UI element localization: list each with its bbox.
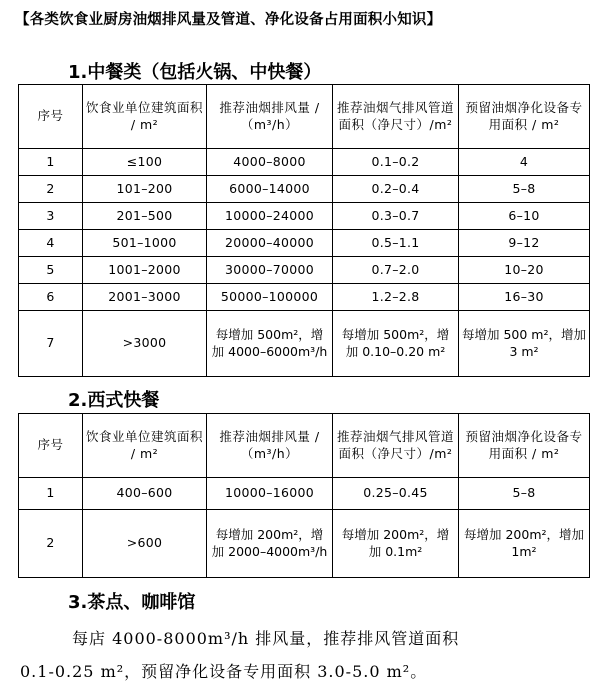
- table-row: [19, 176, 590, 203]
- table-cell: 2001–3000: [83, 284, 207, 311]
- table-row: [19, 311, 590, 377]
- table-row: [19, 257, 590, 284]
- table-cell: 4: [19, 230, 83, 257]
- table-cell: 400–600: [83, 478, 207, 510]
- table-cell: 0.2–0.4: [333, 176, 459, 203]
- table-cell: 6: [19, 284, 83, 311]
- table-cell: 6–10: [459, 203, 590, 230]
- header-cell: 推荐油烟排风量 /（m³/h）: [207, 414, 333, 478]
- table-cell: 0.25–0.45: [333, 478, 459, 510]
- table-cell: 每增加 200m²，增加 0.1m²: [333, 510, 459, 578]
- table-cell: 10–20: [459, 257, 590, 284]
- table-cell: 1: [19, 478, 83, 510]
- table-cell: 2: [19, 176, 83, 203]
- table-cell: ≤100: [83, 149, 207, 176]
- table-cell: 0.5–1.1: [333, 230, 459, 257]
- header-cell: 序号: [19, 414, 83, 478]
- table-cell: 30000–70000: [207, 257, 333, 284]
- table-cell: 每增加 500 m²，增加 3 m²: [459, 311, 590, 377]
- table-cell: 1: [19, 149, 83, 176]
- table-cell: 6000–14000: [207, 176, 333, 203]
- table-row: [19, 203, 590, 230]
- chinese-food-table: [18, 84, 590, 377]
- table-cell: 10000–16000: [207, 478, 333, 510]
- header-cell: 推荐油烟气排风管道面积（净尺寸）/m²: [333, 414, 459, 478]
- document-title: 【各类饮食业厨房油烟排风量及管道、净化设备占用面积小知识】: [15, 12, 442, 28]
- header-cell: 预留油烟净化设备专用面积 / m²: [459, 414, 590, 478]
- table-cell: 201–500: [83, 203, 207, 230]
- table-row: [19, 284, 590, 311]
- table-cell: 3: [19, 203, 83, 230]
- table-cell: 0.7–2.0: [333, 257, 459, 284]
- table-row: [19, 230, 590, 257]
- table-cell: 4: [459, 149, 590, 176]
- header-cell: 饮食业单位建筑面积 / m²: [83, 85, 207, 149]
- table-cell: 10000–24000: [207, 203, 333, 230]
- tea-coffee-note-line-1: 每店 4000-8000m³/h 排风量，推荐排风管道面积: [72, 629, 460, 648]
- table-cell: 2: [19, 510, 83, 578]
- table-cell: 4000–8000: [207, 149, 333, 176]
- section-heading-chinese-food: 1.中餐类（包括火锅、中快餐）: [68, 62, 322, 83]
- table-cell: 0.1–0.2: [333, 149, 459, 176]
- table-cell: 101–200: [83, 176, 207, 203]
- table-cell: 1.2–2.8: [333, 284, 459, 311]
- table-cell: 每增加 500m²，增加 0.10–0.20 m²: [333, 311, 459, 377]
- section-heading-tea-coffee: 3.茶点、咖啡馆: [68, 592, 196, 613]
- header-cell: 序号: [19, 85, 83, 149]
- table-row: [19, 478, 590, 510]
- table-row: [19, 510, 590, 578]
- table-cell: 50000–100000: [207, 284, 333, 311]
- table-cell: >600: [83, 510, 207, 578]
- table-cell: 5–8: [459, 176, 590, 203]
- header-cell: 推荐油烟气排风管道面积（净尺寸）/m²: [333, 85, 459, 149]
- header-cell: 推荐油烟排风量 /（m³/h）: [207, 85, 333, 149]
- table-header-row: [19, 85, 590, 149]
- table-cell: 1001–2000: [83, 257, 207, 284]
- table-cell: 每增加 200m²，增加 1m²: [459, 510, 590, 578]
- table-cell: 每增加 500m²，增加 4000–6000m³/h: [207, 311, 333, 377]
- western-fast-food-table: [18, 413, 590, 578]
- table-cell: 501–1000: [83, 230, 207, 257]
- section-heading-western-fast-food: 2.西式快餐: [68, 390, 160, 411]
- header-cell: 预留油烟净化设备专用面积 / m²: [459, 85, 590, 149]
- table-cell: 每增加 200m²，增加 2000–4000m³/h: [207, 510, 333, 578]
- table-cell: 5–8: [459, 478, 590, 510]
- table-row: [19, 149, 590, 176]
- header-cell: 饮食业单位建筑面积 / m²: [83, 414, 207, 478]
- table-cell: 7: [19, 311, 83, 377]
- table-cell: 0.3–0.7: [333, 203, 459, 230]
- table-cell: 20000–40000: [207, 230, 333, 257]
- table-cell: 9–12: [459, 230, 590, 257]
- table-header-row: [19, 414, 590, 478]
- table-cell: 5: [19, 257, 83, 284]
- table-cell: 16–30: [459, 284, 590, 311]
- table-cell: >3000: [83, 311, 207, 377]
- tea-coffee-note-line-2: 0.1-0.25 m²，预留净化设备专用面积 3.0-5.0 m²。: [20, 662, 428, 681]
